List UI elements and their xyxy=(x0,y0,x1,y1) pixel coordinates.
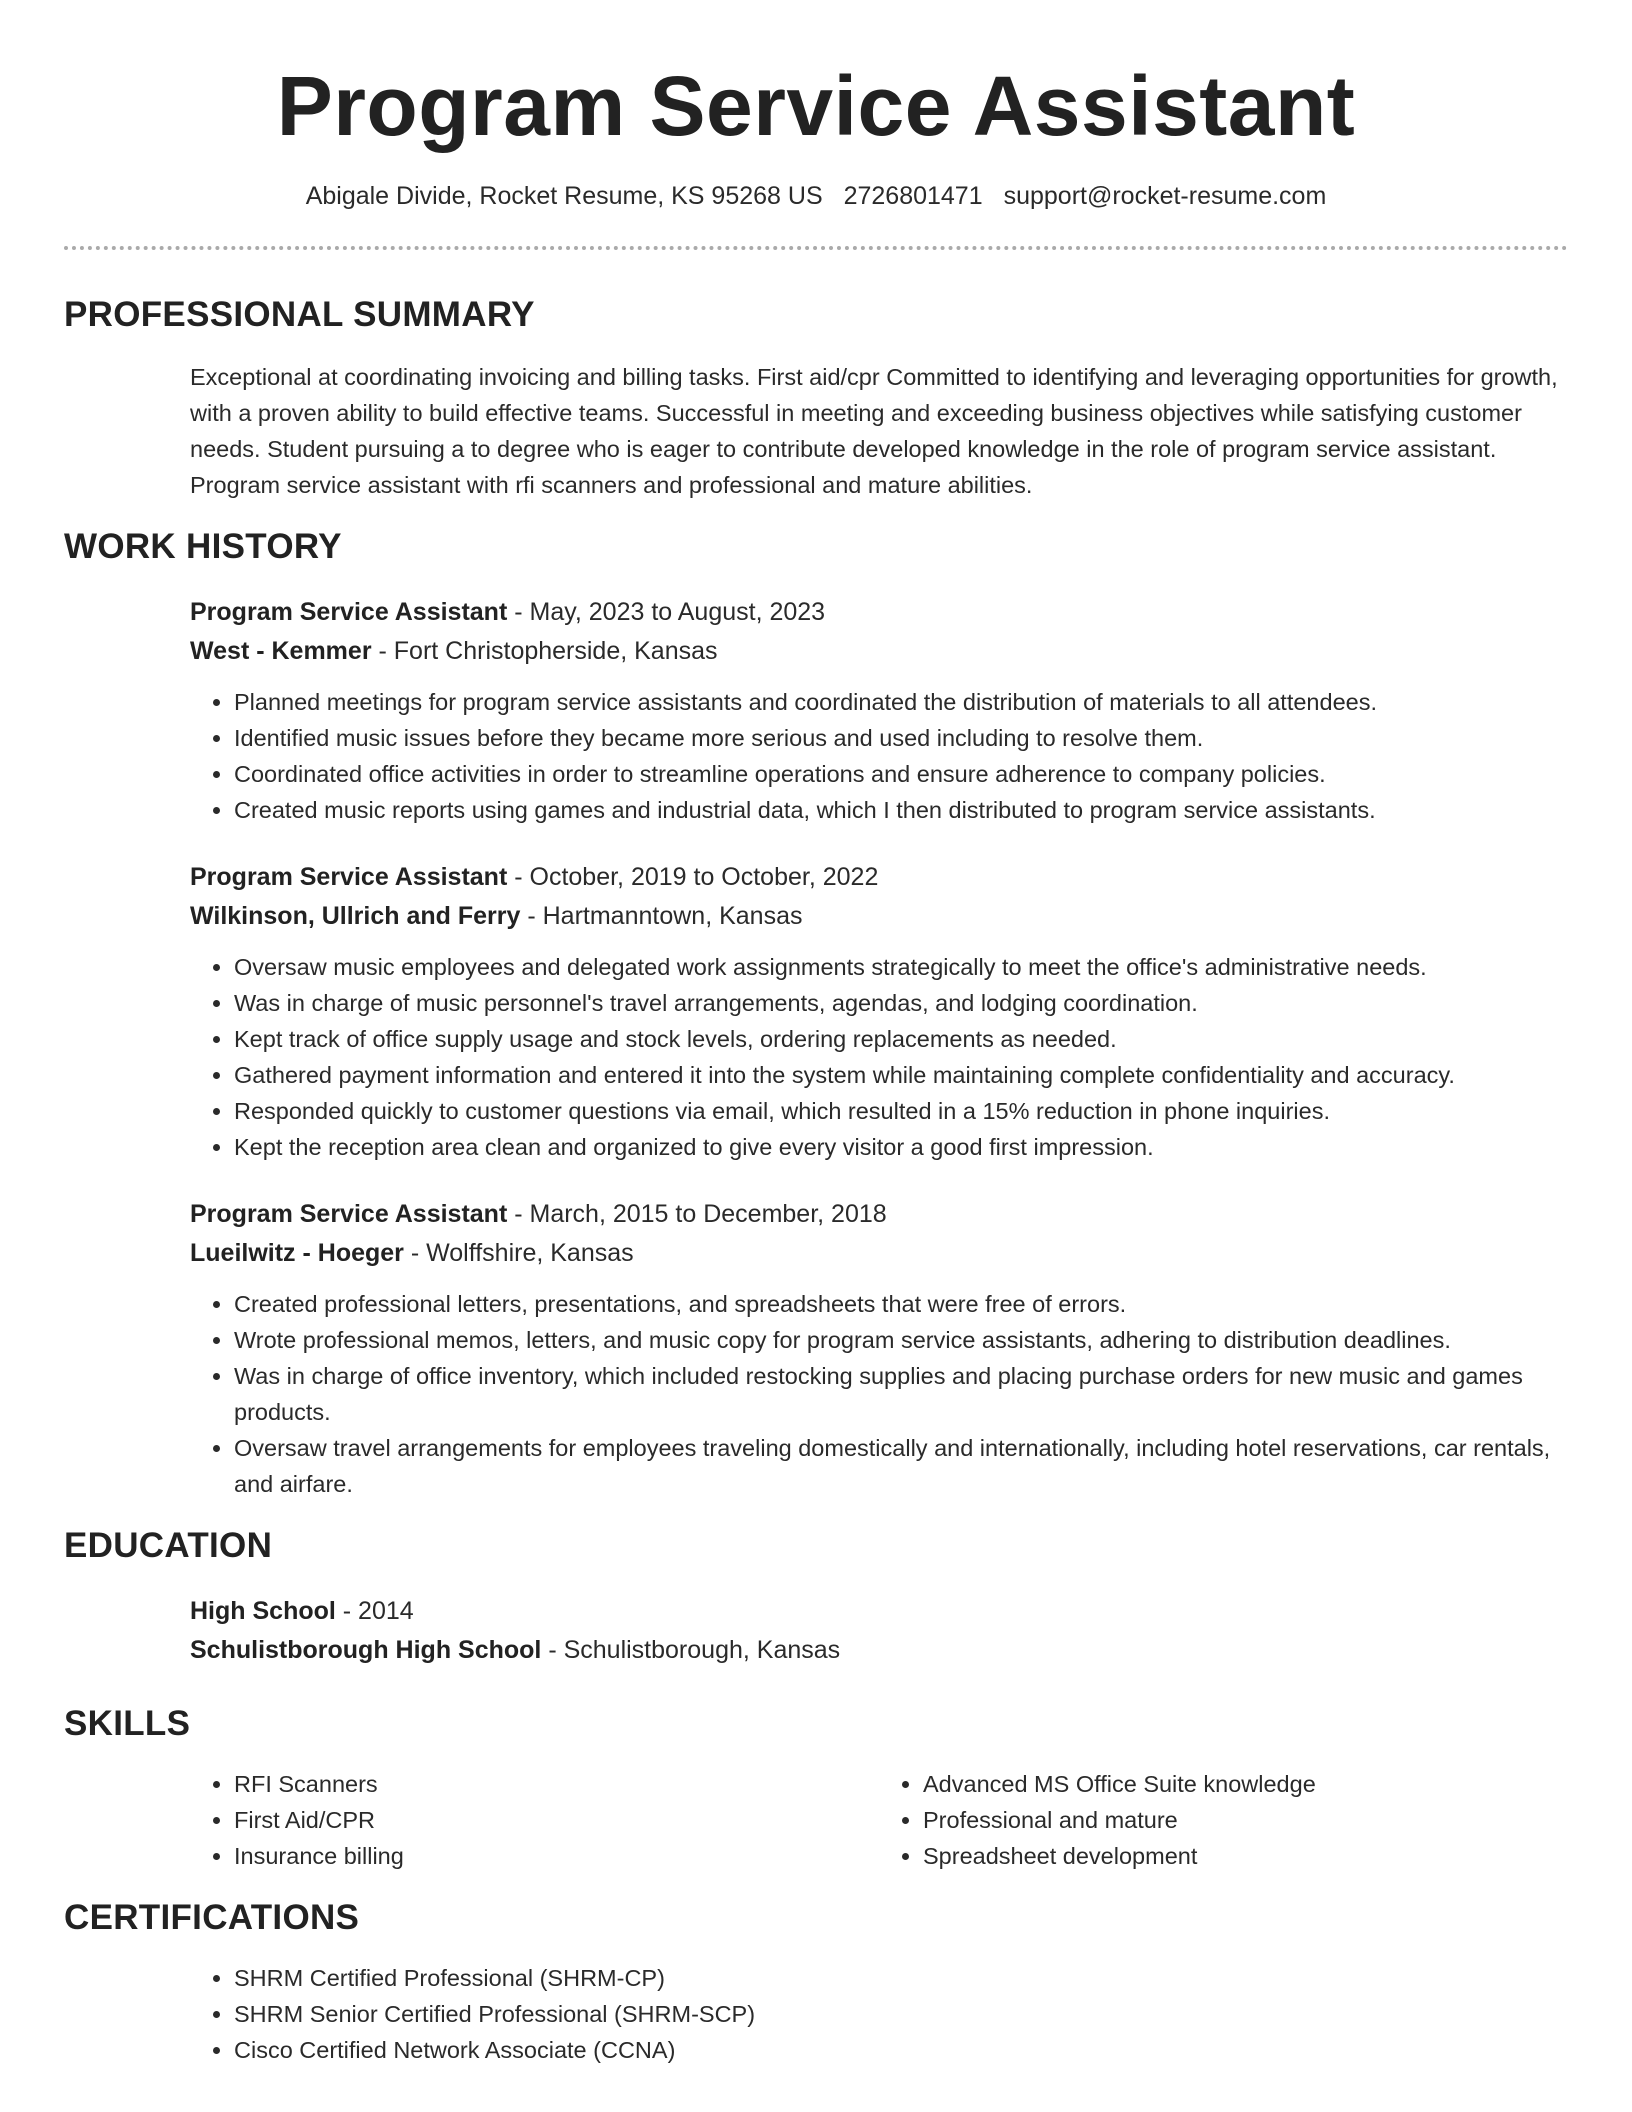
section-heading: PROFESSIONAL SUMMARY xyxy=(64,295,535,334)
education-location: - Schulistborough, Kansas xyxy=(541,1636,841,1664)
education-entry xyxy=(190,1592,1568,1670)
contact-phone[interactable]: 2726801471 xyxy=(843,182,983,210)
list-item: • Created professional letters, presentations, and spreadsheets that were free of errors. xyxy=(234,1286,1568,1322)
job-role: Program Service Assistant xyxy=(190,863,508,891)
job-title-line xyxy=(190,858,1568,897)
job-role: Program Service Assistant xyxy=(190,598,508,626)
resume-title: Program Service Assistant xyxy=(276,59,1356,153)
job-entry xyxy=(190,1195,1568,1502)
job-bullets xyxy=(190,949,1568,1165)
section-heading: EDUCATION xyxy=(64,1526,273,1565)
list-item: • Gathered payment information and entered it into the system while maintaining complete confidentiality and accuracy. xyxy=(234,1057,1568,1093)
section-heading: WORK HISTORY xyxy=(64,527,342,566)
job-title-line xyxy=(190,593,1568,632)
job-company-line xyxy=(190,897,1568,936)
education-year: - 2014 xyxy=(335,1597,414,1625)
job-company-line xyxy=(190,632,1568,671)
section-heading: SKILLS xyxy=(64,1704,191,1743)
list-item: • Was in charge of music personnel's travel arrangements, agendas, and lodging coordination. xyxy=(234,985,1568,1021)
skill-item: • Professional and mature xyxy=(923,1802,1568,1838)
certifications-list xyxy=(190,1960,1568,2068)
list-item: • Identified music issues before they became more serious and used including to resolve them. xyxy=(234,720,1568,756)
job-role: Program Service Assistant xyxy=(190,1200,508,1228)
certification-item: • SHRM Senior Certified Professional (SHRM-SCP) xyxy=(234,1996,1568,2032)
skill-item: • Insurance billing xyxy=(234,1838,879,1874)
certification-item: • SHRM Certified Professional (SHRM-CP) xyxy=(234,1960,1568,1996)
certifications-container xyxy=(190,1960,1568,2068)
section-certifications xyxy=(64,1896,1568,2068)
summary-text: Exceptional at coordinating invoicing and billing tasks. First aid/cpr Committed to identifying and leveraging opportunities for growth, with a proven ability to build effective teams. Successful in meeting and exceeding business objectives while satisfying customer needs. Student pursuing a to degree who is eager to contribute developed knowledge in the role of program service assistant. Program service assistant with rfi scanners and professional and mature abilities. xyxy=(190,364,1558,498)
list-item: • Responded quickly to customer questions via email, which resulted in a 15% reduction in phone inquiries. xyxy=(234,1093,1568,1129)
job-company: Wilkinson, Ullrich and Ferry xyxy=(190,902,521,930)
job-bullets xyxy=(190,1286,1568,1502)
job-location: - Hartmanntown, Kansas xyxy=(520,902,803,930)
section-heading: CERTIFICATIONS xyxy=(64,1898,360,1937)
job-entry xyxy=(190,858,1568,1165)
contact-email[interactable]: support@rocket-resume.com xyxy=(1003,182,1327,210)
contact-line xyxy=(64,180,1568,212)
section-education xyxy=(64,1524,1568,1670)
list-item: • Kept track of office supply usage and stock levels, ordering replacements as needed. xyxy=(234,1021,1568,1057)
list-item: • Oversaw travel arrangements for employees traveling domestically and internationally, including hotel reservations, car rentals, and airfare. xyxy=(234,1430,1568,1502)
skills-column-right xyxy=(879,1766,1568,1874)
skill-item: • Spreadsheet development xyxy=(923,1838,1568,1874)
resume-page xyxy=(64,0,1568,2068)
list-item: • Kept the reception area clean and organized to give every visitor a good first impression. xyxy=(234,1129,1568,1165)
skill-item: • RFI Scanners xyxy=(234,1766,879,1802)
section-professional-summary xyxy=(64,293,1568,503)
section-skills xyxy=(64,1702,1568,1874)
section-work-history xyxy=(64,525,1568,1502)
contact-address: Abigale Divide, Rocket Resume, KS 95268 US xyxy=(305,182,823,210)
certification-item: • Cisco Certified Network Associate (CCNA) xyxy=(234,2032,1568,2068)
job-dates: - March, 2015 to December, 2018 xyxy=(507,1200,887,1228)
header-divider xyxy=(64,246,1568,250)
job-title-line xyxy=(190,1195,1568,1234)
job-dates: - October, 2019 to October, 2022 xyxy=(507,863,879,891)
skill-item: • First Aid/CPR xyxy=(234,1802,879,1838)
list-item: • Coordinated office activities in order to streamline operations and ensure adherence to company policies. xyxy=(234,756,1568,792)
list-item: • Wrote professional memos, letters, and music copy for program service assistants, adhering to distribution deadlines. xyxy=(234,1322,1568,1358)
job-company: West - Kemmer xyxy=(190,637,372,665)
education-school-line xyxy=(190,1631,1568,1670)
job-dates: - May, 2023 to August, 2023 xyxy=(507,598,826,626)
job-bullets xyxy=(190,684,1568,828)
list-item: • Created music reports using games and industrial data, which I then distributed to program service assistants. xyxy=(234,792,1568,828)
job-company-line xyxy=(190,1234,1568,1273)
job-company: Lueilwitz - Hoeger xyxy=(190,1239,404,1267)
skills-column-left xyxy=(190,1766,879,1874)
list-item: • Oversaw music employees and delegated work assignments strategically to meet the office's administrative needs. xyxy=(234,949,1568,985)
job-location: - Wolffshire, Kansas xyxy=(403,1239,634,1267)
education-degree-line xyxy=(190,1592,1568,1631)
job-location: - Fort Christopherside, Kansas xyxy=(371,637,718,665)
education-degree: High School xyxy=(190,1597,336,1625)
education-school: Schulistborough High School xyxy=(190,1636,542,1664)
list-item: • Was in charge of office inventory, which included restocking supplies and placing purchase orders for new music and games products. xyxy=(234,1358,1568,1430)
job-entry xyxy=(190,593,1568,828)
list-item: • Planned meetings for program service assistants and coordinated the distribution of materials to all attendees. xyxy=(234,684,1568,720)
skill-item: • Advanced MS Office Suite knowledge xyxy=(923,1766,1568,1802)
skills-grid xyxy=(190,1766,1568,1874)
